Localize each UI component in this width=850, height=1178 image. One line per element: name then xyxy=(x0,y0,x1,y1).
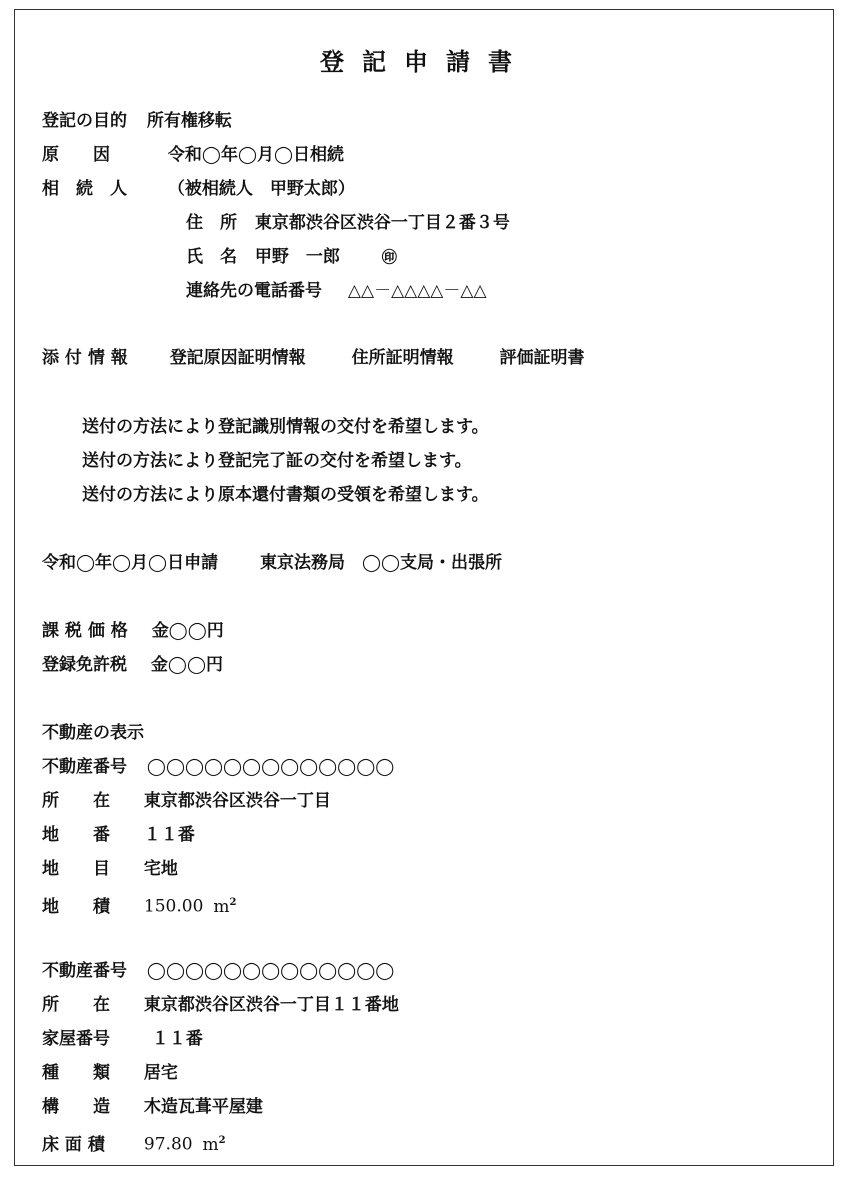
heir-row xyxy=(42,179,355,199)
building-location-row xyxy=(42,995,399,1015)
floor-area-unit: m xyxy=(202,1134,219,1155)
floor-area-label: 床 面 積 xyxy=(42,1134,105,1155)
phone-row xyxy=(186,281,487,301)
floor-area-unit-sup: 2 xyxy=(218,1135,226,1146)
building-location-label: 所 在 xyxy=(42,995,110,1015)
building-type-value: 居宅 xyxy=(143,1063,178,1083)
property-heading: 不動産の表示 xyxy=(42,723,144,743)
cause-label: 原 因 xyxy=(42,145,110,165)
address-row xyxy=(186,213,510,233)
request-line: 送付の方法により登記識別情報の交付を希望します。 xyxy=(82,417,489,437)
land-lot-label: 地 番 xyxy=(42,825,110,845)
document-title: 登記申請書 xyxy=(320,47,530,76)
land-location-label: 所 在 xyxy=(42,791,110,811)
attachment-label: 添 付 情 報 xyxy=(42,348,128,368)
cause-row xyxy=(42,145,344,165)
attachment-item: 評価証明書 xyxy=(499,348,585,368)
tax-value-amount: 金◯◯円 xyxy=(151,621,224,641)
cause-value: 令和◯年◯月◯日相続 xyxy=(167,145,344,165)
application-date: 令和◯年◯月◯日申請 xyxy=(42,553,219,573)
purpose-label: 登記の目的 xyxy=(42,111,127,131)
building-location-value: 東京都渋谷区渋谷一丁目１１番地 xyxy=(143,995,399,1015)
request-line: 送付の方法により原本還付書類の受領を希望します。 xyxy=(82,485,489,505)
land-number-row xyxy=(42,757,394,777)
building-type-row xyxy=(42,1063,178,1083)
land-area-label: 地 積 xyxy=(42,896,110,917)
attachment-row xyxy=(42,348,585,368)
purpose-value: 所有権移転 xyxy=(146,111,232,131)
land-category-row xyxy=(42,859,178,879)
heir-label: 相 続 人 xyxy=(42,179,127,199)
phone-value: △△－△△△△－△△ xyxy=(347,281,487,301)
house-number-row xyxy=(42,1029,203,1049)
land-number-label: 不動産番号 xyxy=(42,757,127,777)
tax-value-row xyxy=(42,621,224,641)
land-lot-value: １１番 xyxy=(143,825,195,845)
land-location-row xyxy=(42,791,331,811)
land-location-value: 東京都渋谷区渋谷一丁目 xyxy=(143,791,331,811)
land-area-unit-sup: 2 xyxy=(229,897,237,908)
registration-tax-label: 登録免許税 xyxy=(42,655,127,675)
building-structure-value: 木造瓦葺平屋建 xyxy=(143,1097,263,1117)
land-lot-row xyxy=(42,825,195,845)
name-value: 甲野 一郎 xyxy=(254,247,340,267)
registration-tax-row xyxy=(42,655,223,675)
name-label: 氏 名 xyxy=(186,247,237,267)
floor-area-value: 97.80 xyxy=(143,1134,193,1155)
name-row xyxy=(186,247,397,267)
tax-value-label: 課 税 価 格 xyxy=(42,621,128,641)
address-value: 東京都渋谷区渋谷一丁目２番３号 xyxy=(254,213,510,233)
address-label: 住 所 xyxy=(186,213,237,233)
attachment-item: 登記原因証明情報 xyxy=(169,348,306,368)
house-number-value: １１番 xyxy=(151,1029,203,1049)
request-line: 送付の方法により登記完了証の交付を希望します。 xyxy=(82,451,472,471)
building-type-label: 種 類 xyxy=(42,1063,110,1083)
land-number-value: ◯◯◯◯◯◯◯◯◯◯◯◯◯ xyxy=(146,757,395,777)
attachment-item: 住所証明情報 xyxy=(351,348,454,368)
building-number-value: ◯◯◯◯◯◯◯◯◯◯◯◯◯ xyxy=(146,961,395,981)
heir-value: （被相続人 甲野太郎） xyxy=(167,179,355,199)
seal-mark: ㊞ xyxy=(381,248,397,266)
floor-area-row xyxy=(42,1131,226,1155)
land-category-value: 宅地 xyxy=(143,859,178,879)
house-number-label: 家屋番号 xyxy=(42,1029,110,1049)
land-category-label: 地 目 xyxy=(42,859,110,879)
application-row xyxy=(42,553,502,573)
building-structure-row xyxy=(42,1097,263,1117)
building-number-row xyxy=(42,961,394,981)
land-area-unit: m xyxy=(213,896,230,917)
registration-tax-amount: 金◯◯円 xyxy=(150,655,223,675)
phone-label: 連絡先の電話番号 xyxy=(186,281,322,301)
building-number-label: 不動産番号 xyxy=(42,961,127,981)
land-area-row xyxy=(42,893,236,917)
purpose-row xyxy=(42,111,232,131)
land-area-value: 150.00 xyxy=(143,896,204,917)
registry-office: 東京法務局 ◯◯支局・出張所 xyxy=(260,553,503,573)
building-structure-label: 構 造 xyxy=(42,1097,110,1117)
